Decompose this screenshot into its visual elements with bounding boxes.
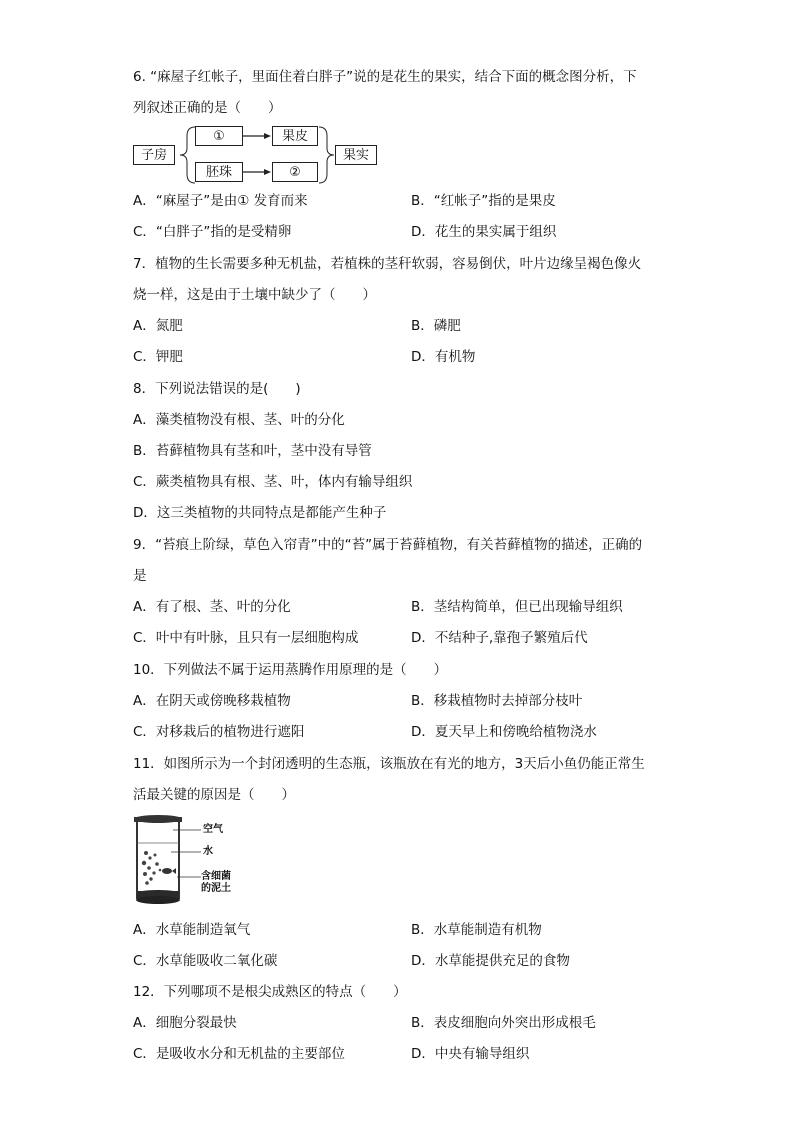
q12-option-a: A．细胞分裂最快 [133,1015,237,1031]
q9-stem-line1: 9．“苔痕上阶绿，草色入帘青”中的“苔”属于苔藓植物，有关苔藓植物的描述，正确的 [133,537,643,553]
q12-option-d: D．中央有输导组织 [411,1046,530,1062]
eco-jar-figure [133,813,243,908]
q6-stem-line1: 6. “麻屋子红帐子，里面住着白胖子”说的是花生的果实，结合下面的概念图分析，下 [133,69,637,85]
q9-option-b: B．茎结构简单，但已出现输导组织 [411,599,623,615]
label-water: 水 [203,846,213,857]
q8-option-d: D．这三类植物的共同特点是都能产生种子 [133,505,387,521]
q10-option-a: A．在阴天或傍晚移栽植物 [133,693,291,709]
item2-box: ② [272,162,318,182]
q6-stem-line2: 列叙述正确的是（ ） [133,100,282,116]
q8-option-a: A．藻类植物没有根、茎、叶的分化 [133,412,345,428]
q7-option-d: D．有机物 [411,349,476,365]
q7-option-c: C．钾肥 [133,349,183,365]
item1-box: ① [195,126,243,146]
concept-map [133,124,383,186]
q6-option-c: C．“白胖子”指的是受精卵 [133,224,292,240]
q9-option-c: C．叶中有叶脉，且只有一层细胞构成 [133,630,359,646]
q8-option-b: B．苔藓植物具有茎和叶，茎中没有导管 [133,443,372,459]
q7-stem-line1: 7．植物的生长需要多种无机盐，若植株的茎秆软弱，容易倒伏，叶片边缘呈褐色像火 [133,256,642,272]
q11-stem-line1: 11．如图所示为一个封闭透明的生态瓶，该瓶放在有光的地方，3天后小鱼仍能正常生 [133,756,645,772]
q7-stem-line2: 烧一样，这是由于土壤中缺少了（ ） [133,287,376,303]
q9-option-d: D．不结种子,靠孢子繁殖后代 [411,630,588,646]
q8-stem: 8．下列说法错误的是( ) [133,381,301,397]
q12-stem: 12．下列哪项不是根尖成熟区的特点（ ） [133,984,407,1000]
q12-option-c: C．是吸收水分和无机盐的主要部位 [133,1046,345,1062]
q9-stem-line2: 是 [133,568,147,584]
q7-option-a: A．氮肥 [133,318,183,334]
q11-option-b: B．水草能制造有机物 [411,922,542,938]
q6-option-d: D．花生的果实属于组织 [411,224,557,240]
q11-option-d: D．水草能提供充足的食物 [411,953,570,969]
q12-option-b: B．表皮细胞向外突出形成根毛 [411,1015,596,1031]
q6-option-b: B．“红帐子”指的是果皮 [411,193,556,209]
q7-option-b: B．磷肥 [411,318,461,334]
label-air: 空气 [203,824,223,835]
q10-option-d: D．夏天早上和傍晚给植物浇水 [411,724,597,740]
fruit-box: 果实 [335,145,377,165]
q6-option-a: A．“麻屋子”是由① 发育而来 [133,193,308,209]
q11-option-c: C．水草能吸收二氧化碳 [133,953,278,969]
pericarp-box: 果皮 [272,126,318,146]
q10-stem: 10．下列做法不属于运用蒸腾作用原理的是（ ） [133,662,448,678]
q8-option-c: C．蕨类植物具有根、茎、叶，体内有输导组织 [133,474,413,490]
ovule-box: 胚珠 [195,162,243,182]
label-soil-line2: 的泥土 [201,883,231,894]
q9-option-a: A．有了根、茎、叶的分化 [133,599,291,615]
q10-option-b: B．移栽植物时去掉部分枝叶 [411,693,583,709]
q11-option-a: A．水草能制造氧气 [133,922,251,938]
q10-option-c: C．对移栽后的植物进行遮阳 [133,724,305,740]
q11-stem-line2: 活最关键的原因是（ ） [133,787,295,803]
label-soil-line1: 含细菌 [201,871,231,882]
ovary-box: 子房 [133,145,175,165]
